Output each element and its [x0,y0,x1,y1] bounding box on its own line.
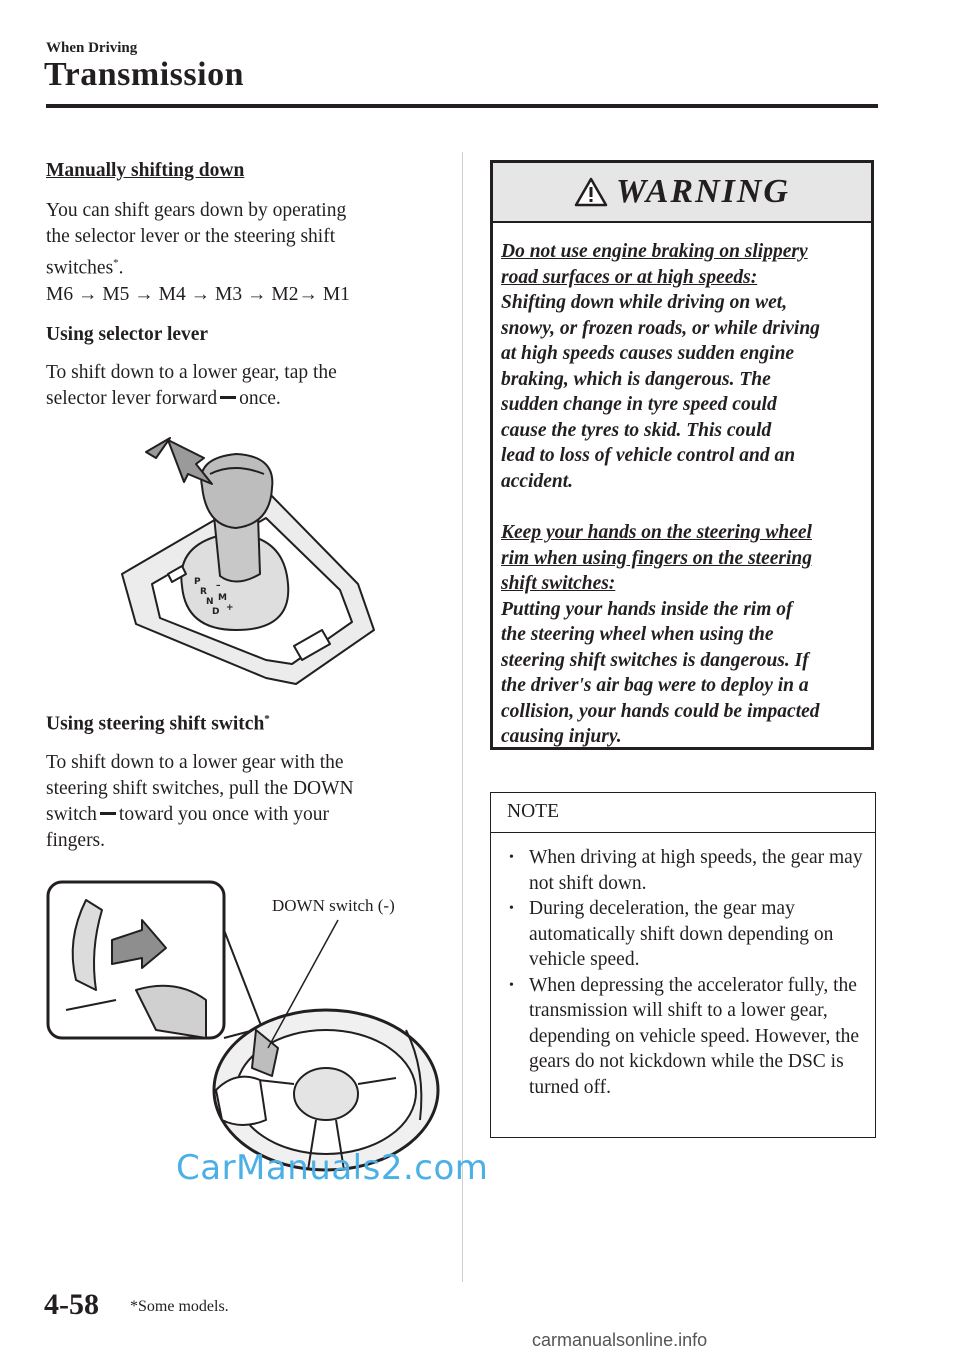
steering-switch-heading: Using steering shift switch* [46,713,270,735]
minus-symbol-icon [220,396,236,399]
page-title: Transmission [44,56,244,93]
intro-paragraph: You can shift gears down by operating the selector lever or the steering shift switches*. M6 → M5 → M4 → M3 → M2→ M1 [46,200,350,305]
svg-text:M: M [218,593,227,603]
selector-lever-heading: Using selector lever [46,323,209,345]
page-number: 4-58 [44,1288,99,1321]
warning-paragraph-1: Shifting down while driving on wet, snowy, or frozen roads, or while driving at high speeds causes sudden engine braking, which is dangerous. The sudden change in tyre speed could cause the tyres to skid. This could lead to loss of vehicle control and an accident. [501,292,820,492]
warning-subheading-2: Keep your hands on the steering wheel rim when using fingers on the steering shift switches: [501,522,812,594]
svg-text:+: + [226,603,234,613]
footer-site: carmanualsonline.info [532,1330,708,1350]
gear-sequence: M6 → M5 → M4 → M3 → M2→ M1 [46,283,350,305]
section-label: When Driving [46,40,138,56]
left-column [46,150,446,426]
column-divider [462,152,463,1282]
warning-header [493,163,871,223]
minus-symbol-icon [100,812,116,815]
down-switch-callout: DOWN switch (-) [272,896,395,915]
note-box [490,792,876,1138]
note-list [491,833,875,1100]
note-item: • When depressing the accelerator fully, the transmission will shift to a lower gear, depending on vehicle speed. However, the gears do not kickdown while the DSC is turned off. [509,973,865,1101]
note-item: • During deceleration, the gear may automatically shift down depending on vehicle speed. [509,896,865,973]
section-heading: Manually shifting down [46,160,245,181]
note-item: • When driving at high speeds, the gear may not shift down. [509,845,865,896]
warning-paragraph-2: Putting your hands inside the rim of the steering wheel when using the steering shift switches is dangerous. If the driver's air bag were to deploy in a collision, your hands could be impacted causing injury. [501,598,820,747]
svg-text:–: – [216,581,221,591]
note-title: NOTE [491,793,875,833]
steering-wheel-illustration [46,880,446,1180]
selector-lever-paragraph: To shift down to a lower gear, tap the selector lever forward once. [46,361,337,409]
steering-switch-section [46,706,446,854]
footnote: *Some models. [130,1298,229,1315]
svg-text:P: P [194,577,201,587]
footnote-asterisk: * [113,257,119,269]
warning-triangle-icon [574,177,608,207]
svg-text:D: D [212,607,220,617]
title-rule [46,104,878,108]
warning-subheading-1: Do not use engine braking on slippery road surfaces or at high speeds: [501,241,808,288]
shift-lever-illustration [116,434,378,686]
warning-title: WARNING [616,173,790,210]
warning-box [490,160,874,750]
watermark: CarManuals2.com [176,1148,489,1188]
warning-body [493,223,871,750]
svg-text:N: N [206,597,214,607]
steering-switch-paragraph: To shift down to a lower gear with the steering shift switches, pull the DOWN switch toward you once with your fingers. [46,751,354,851]
svg-text:R: R [200,587,207,597]
